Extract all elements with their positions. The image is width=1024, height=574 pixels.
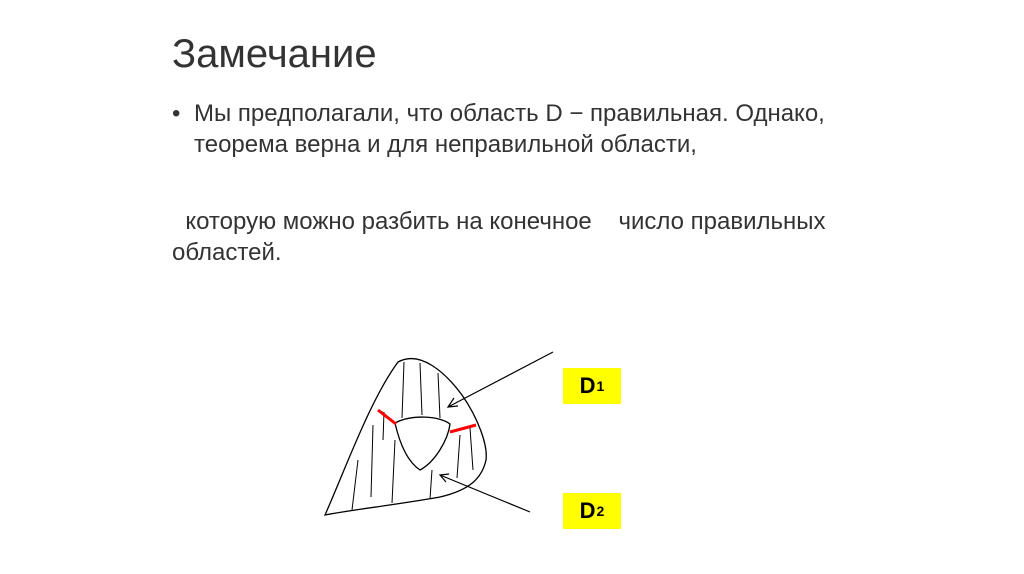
- continuation-paragraph: которую можно разбить на конечное число правильных областей.: [172, 208, 833, 266]
- pointer-arrows: [440, 352, 553, 512]
- arrow-to-d1: [448, 352, 553, 407]
- label-d2-base: D: [579, 498, 596, 523]
- label-d1-base: D: [579, 373, 596, 398]
- outer-region-outline: [325, 359, 486, 515]
- bullet-item: [172, 98, 852, 160]
- inner-region-outline: [395, 417, 450, 470]
- hatch-lines: [352, 362, 473, 510]
- label-d1: [563, 368, 621, 404]
- label-d2: [563, 493, 621, 529]
- cut-line-right: [450, 425, 476, 432]
- bullet-marker: •: [172, 100, 181, 127]
- region-diagram: [300, 340, 580, 540]
- cut-line-left: [378, 410, 396, 424]
- slide-title: Замечание: [172, 32, 377, 76]
- label-d2-subscript: 2: [596, 503, 605, 519]
- label-d1-subscript: 1: [596, 378, 605, 394]
- cut-lines: [378, 410, 476, 432]
- bullet-text: Мы предполагали, что область D − правильная. Однако, теорема верна и для неправильной области,: [194, 100, 825, 158]
